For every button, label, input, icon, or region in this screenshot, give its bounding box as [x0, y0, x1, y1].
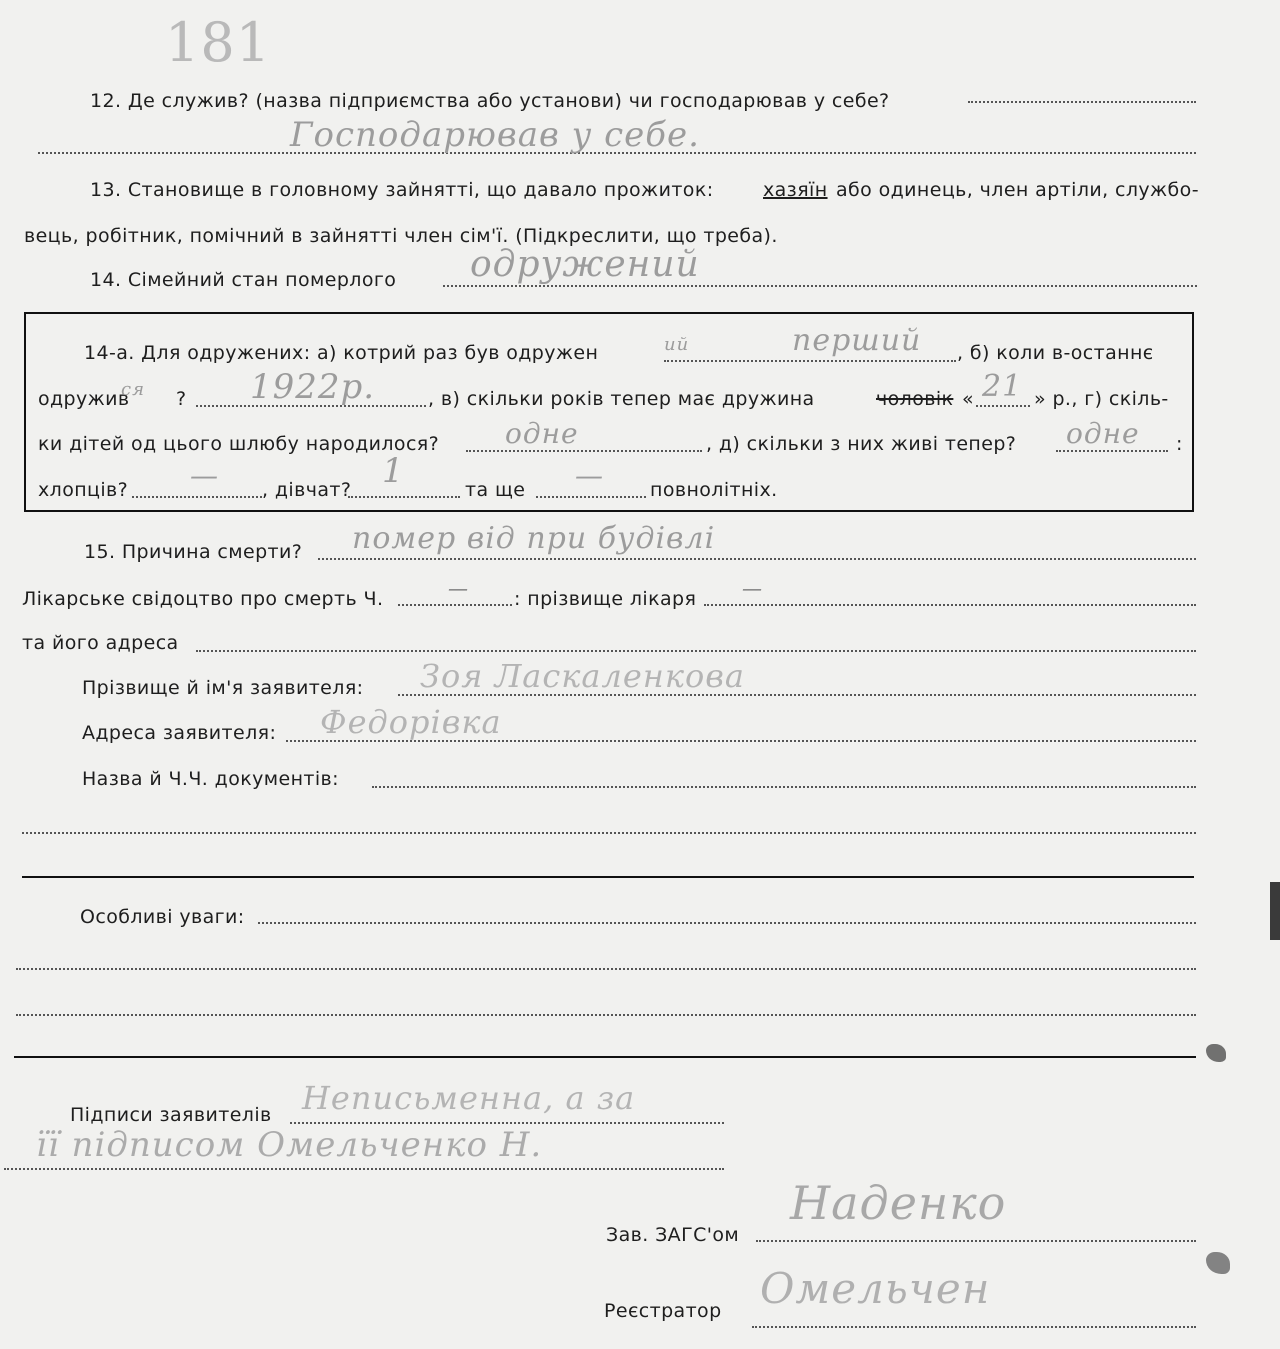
q14a-year-answer: 1922р. — [250, 367, 376, 407]
medical-no-line[interactable] — [398, 604, 512, 606]
applicant-address-answer: Федорівка — [320, 703, 502, 741]
q14a-struck-option: чоловік — [876, 388, 954, 410]
q13-owner-option: хазяїн — [763, 179, 828, 201]
q14a-girls-line[interactable] — [348, 496, 460, 498]
doctor-line[interactable] — [704, 604, 1196, 606]
q14a-times-line[interactable] — [664, 360, 956, 362]
q14a-born-answer: одне — [505, 417, 579, 450]
q13-line1-a: 13. Становище в головному зайнятті, що давало прожиток: — [90, 179, 714, 201]
notes-line-1[interactable] — [258, 922, 1196, 924]
q14a-line1-a: 14-а. Для одружених: а) котрий раз був одружен — [84, 342, 599, 364]
q14a-times-answer: перший — [792, 323, 922, 358]
notes-line-3[interactable] — [16, 1014, 1196, 1016]
registrar-label: Реєстратор — [604, 1300, 722, 1322]
q14a-boys-line[interactable] — [132, 496, 262, 498]
q14a-more-line[interactable] — [536, 496, 646, 498]
documents-label: Назва й Ч.Ч. документів: — [82, 768, 339, 790]
q14a-more-label: та ще — [465, 479, 526, 501]
q12-answer: Господарював у себе. — [290, 115, 700, 155]
q14-answer: одружений — [470, 244, 700, 285]
documents-line-2[interactable] — [22, 832, 1196, 834]
q14a-born-line[interactable] — [466, 450, 702, 452]
q14a-line3-colon: : — [1176, 433, 1183, 455]
q14a-line2-b: , в) скільки років тепер має дружина — [428, 388, 815, 410]
q14a-times-suffix: ий — [664, 334, 690, 355]
q13-line2: вець, робітник, помічний в зайнятті член сім'ї. (Підкреслити, що треба). — [24, 225, 778, 247]
separator-rule-2 — [14, 1056, 1196, 1058]
applicant-name-label: Прізвище й ім'я заявителя: — [82, 677, 364, 699]
q14a-alive-line[interactable] — [1056, 450, 1168, 452]
zags-head-line[interactable] — [756, 1240, 1196, 1242]
notes-line-2[interactable] — [16, 968, 1196, 970]
notes-label: Особливі уваги: — [80, 906, 245, 928]
edge-blot-2 — [1206, 1044, 1226, 1062]
q15-line[interactable] — [318, 558, 1196, 560]
q14a-line3-b: , д) скільки з них живі тепер? — [706, 433, 1017, 455]
q14a-line2-suffix: ся — [121, 379, 145, 400]
signatures-line-1[interactable] — [290, 1122, 724, 1124]
q14a-boys-answer: — — [190, 459, 219, 492]
q14a-line3-a: ки дітей од цього шлюбу народилося? — [38, 433, 440, 455]
separator-rule-1 — [22, 876, 1194, 878]
q14a-line2-a: одружив — [38, 388, 130, 410]
q13-line1-b: або одинець, член артіли, службо- — [836, 179, 1199, 201]
q14a-adults-label: повнолітніх. — [650, 479, 778, 501]
applicant-address-label: Адреса заявителя: — [82, 722, 277, 744]
edge-blot-3 — [1206, 1252, 1230, 1274]
q14a-line1-b: , б) коли в-останнє — [957, 342, 1154, 364]
signatures-answer-1: Неписьменна, а за — [302, 1079, 636, 1117]
q14a-girls-answer: 1 — [382, 451, 405, 491]
q14a-more-answer: — — [575, 459, 604, 492]
q15-label: 15. Причина смерти? — [84, 541, 303, 563]
doctor-address-line[interactable] — [196, 650, 1196, 652]
q14a-boys-label: хлопців? — [38, 479, 129, 501]
q14a-alive-answer: одне — [1066, 417, 1140, 450]
q14-line[interactable] — [443, 285, 1197, 287]
q14a-age-answer: 21 — [982, 369, 1023, 404]
q15-answer: помер від при будівлі — [352, 521, 716, 556]
signatures-label: Підписи заявителів — [70, 1104, 272, 1126]
archive-mark: 181 — [165, 11, 272, 74]
zags-head-signature: Наденко — [790, 1176, 1007, 1230]
q12-label: 12. Де служив? (назва підприємства або установи) чи господарював у себе? — [90, 90, 890, 112]
registrar-line[interactable] — [752, 1326, 1196, 1328]
medical-label-b: : прізвище лікаря — [514, 588, 697, 610]
zags-head-label: Зав. ЗАГС'ом — [606, 1224, 740, 1246]
q14-label: 14. Сімейний стан померлого — [90, 269, 397, 291]
doctor-address-label: та його адреса — [22, 632, 179, 654]
q14a-age-line[interactable] — [976, 405, 1030, 407]
q14a-open-quote: « — [962, 388, 975, 410]
medical-label-a: Лікарське свідоцтво про смерть Ч. — [22, 588, 384, 610]
q14a-girls-label: , дівчат? — [262, 479, 352, 501]
signatures-answer-2: її підписом Омельченко Н. — [36, 1125, 543, 1165]
edge-blot-1 — [1270, 882, 1280, 940]
applicant-name-answer: Зоя Ласкаленкова — [420, 657, 745, 695]
doctor-answer: — — [742, 576, 763, 600]
q14a-line2-q: ? — [176, 388, 187, 410]
documents-line-1[interactable] — [372, 786, 1196, 788]
signatures-line-2[interactable] — [4, 1168, 724, 1170]
q12-line-1[interactable] — [968, 101, 1196, 103]
registrar-signature: Омельчен — [760, 1264, 991, 1313]
medical-no-answer: — — [448, 576, 469, 600]
q14a-line2-c: » р., г) скіль- — [1034, 388, 1169, 410]
